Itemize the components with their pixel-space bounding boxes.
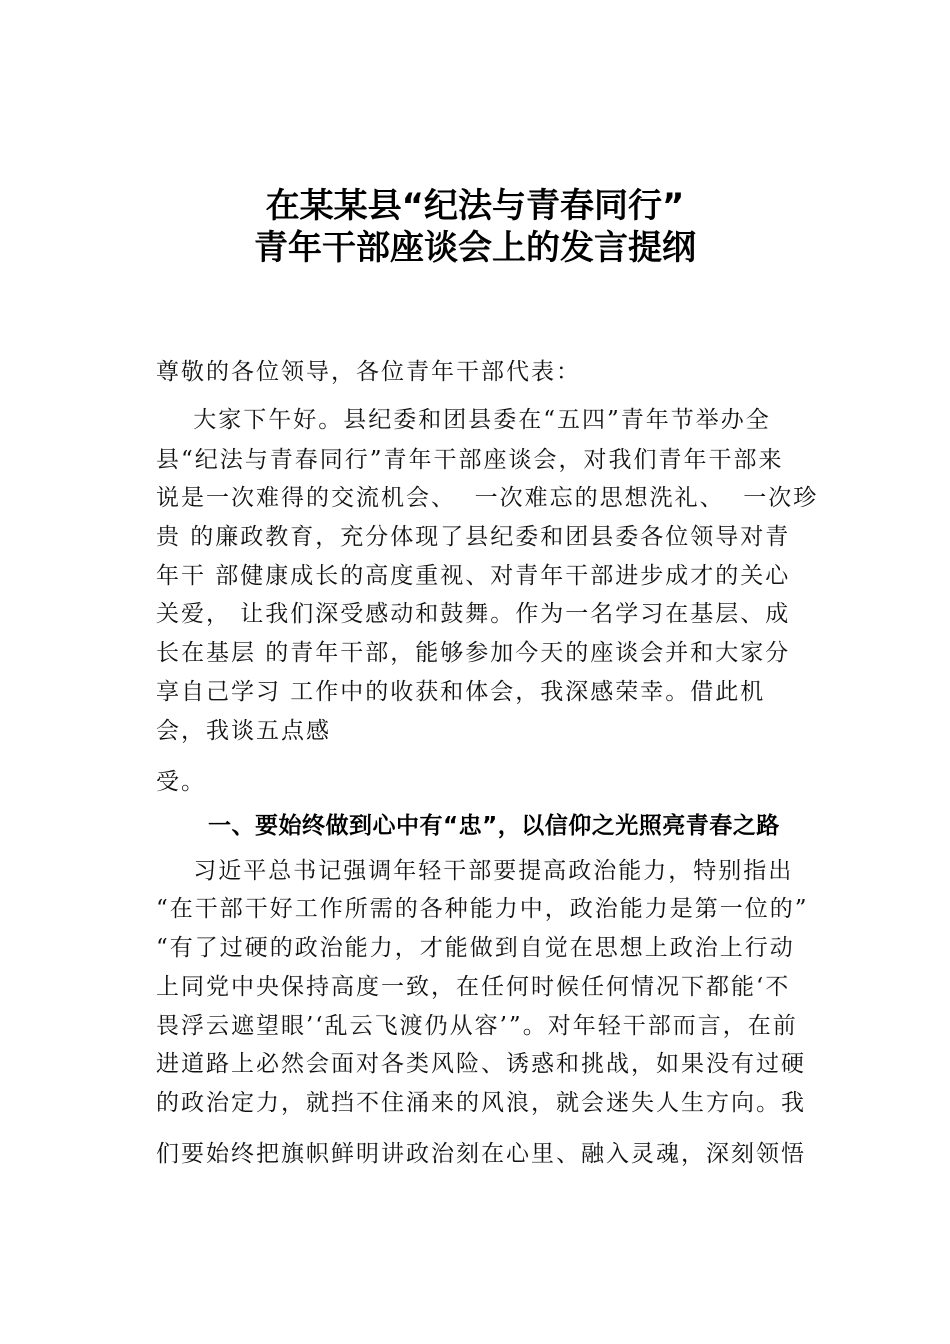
document-title-line-1: 在某某县“纪法与青春同行” bbox=[265, 186, 685, 226]
paragraph-line: 大家下午好。县纪委和团县委在“五四”青年节举办全 bbox=[156, 407, 771, 433]
paragraph-line: 会，我谈五点感 bbox=[156, 718, 331, 744]
paragraph-line: 关爱， 让我们深受感动和鼓舞。作为一名学习在基层、成 bbox=[156, 601, 791, 627]
paragraph-line: 进道路上必然会面对各类风险、诱惑和挑战，如果没有过硬 bbox=[156, 1051, 806, 1077]
document-title-line-2: 青年干部座谈会上的发言提纲 bbox=[254, 228, 696, 268]
paragraph-line: 畏浮云遮望眼’‘乱云飞渡仍从容’”。对年轻干部而言，在前 bbox=[156, 1013, 798, 1039]
paragraph-line: 县“纪法与青春同行”青年干部座谈会，对我们青年干部来 bbox=[156, 447, 784, 473]
paragraph-line: “在干部干好工作所需的各种能力中，政治能力是第一位的” bbox=[156, 896, 809, 922]
paragraph-line: 上同党中央保持高度一致，在任何时候任何情况下都能‘不 bbox=[156, 974, 791, 1000]
paragraph-line: 年干 部健康成长的高度重视、对青年干部进步成才的关心 bbox=[156, 563, 791, 589]
section-heading: 一、要始终做到心中有“忠”，以信仰之光照亮青春之路 bbox=[208, 813, 780, 839]
paragraph-line: 长在基层 的青年干部，能够参加今天的座谈会并和大家分 bbox=[156, 640, 791, 666]
paragraph-line: “有了过硬的政治能力，才能做到自觉在思想上政治上行动 bbox=[156, 935, 795, 961]
paragraph-line: 贵 的廉政教育，充分体现了县纪委和团县委各位领导对青 bbox=[156, 524, 791, 550]
paragraph-line: 的政治定力，就挡不住涌来的风浪，就会迷失人生方向。我 bbox=[156, 1090, 806, 1116]
paragraph-line: 说是一次难得的交流机会、 一次难忘的思想洗礼、 一次珍 bbox=[156, 485, 819, 511]
salutation: 尊敬的各位领导，各位青年干部代表： bbox=[156, 359, 581, 385]
paragraph-line: 享自己学习 工作中的收获和体会，我深感荣幸。借此机 bbox=[156, 679, 766, 705]
paragraph-line: 习近平总书记强调年轻干部要提高政治能力，特别指出 bbox=[156, 858, 794, 884]
paragraph-line: 们要始终把旗帜鲜明讲政治刻在心里、融入灵魂，深刻领悟 bbox=[156, 1141, 806, 1167]
paragraph-line: 受。 bbox=[156, 769, 206, 795]
